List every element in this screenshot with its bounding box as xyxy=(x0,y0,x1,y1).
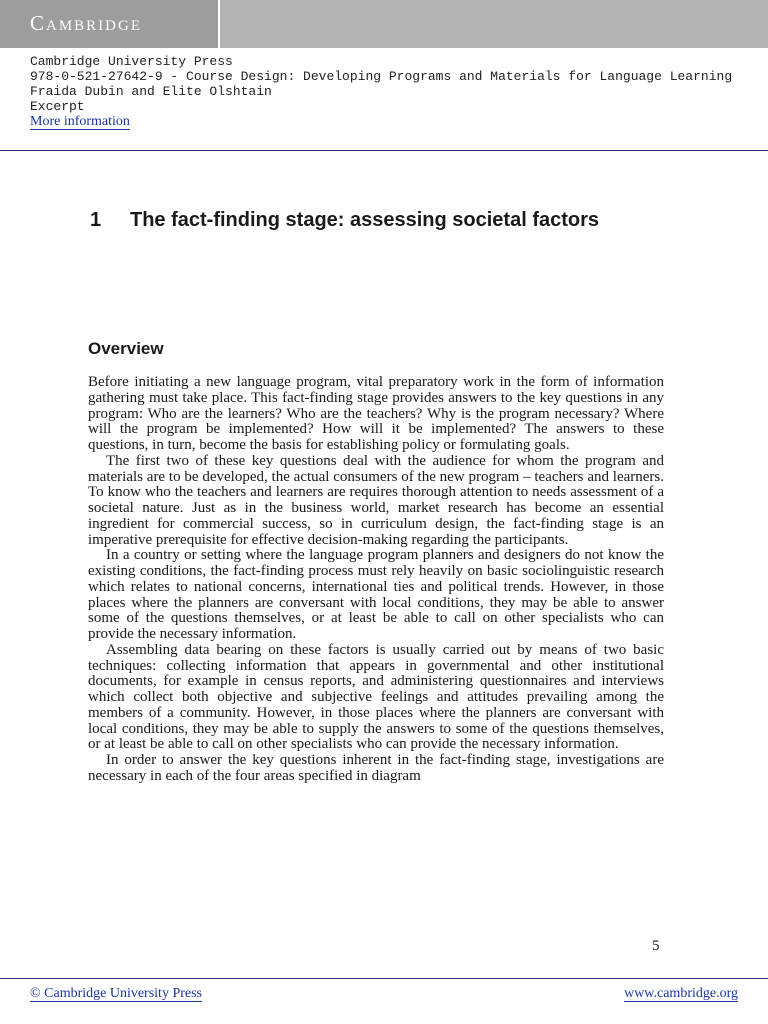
cambridge-logo: Cambridge xyxy=(0,0,220,48)
publisher-text: Cambridge University Press xyxy=(30,54,233,69)
book-metadata xyxy=(30,54,750,130)
page-number: 5 xyxy=(652,938,660,954)
excerpt-label: Excerpt xyxy=(30,99,85,114)
copyright-link[interactable]: © Cambridge University Press xyxy=(30,986,203,1001)
header-divider xyxy=(0,150,768,151)
footer-divider xyxy=(0,978,768,979)
authors-text: Fraida Dubin and Elite Olshtain xyxy=(30,84,272,99)
body-text xyxy=(88,375,664,785)
section-heading: Overview xyxy=(88,339,164,358)
paragraph: In a country or setting where the language program planners and designers do not know the existing conditions, the fact-finding process must rely heavily on basic sociolinguistic research which relates to national concerns, international ties and political trends. However, in those places where the planners are conversant with local conditions, they may be able to answer some of the questions themselves, or at least be able to call on other specialists who can provide the necessary information. xyxy=(88,547,664,642)
paragraph: Assembling data bearing on these factors is usually carried out by means of two basic techniques: collecting information that appears in governmental and other institutional documents, for example in census reports, and administering questionnaires and interviews which collect both objective and subjective feelings and attitudes prevailing among the members of a community. However, in those places where the planners are conversant with local conditions, they may be able to supply the answers to some of the questions themselves, or at least be able to call on other specialists who can provide the necessary information. xyxy=(88,641,664,753)
header-bar xyxy=(0,0,768,48)
chapter-heading xyxy=(90,209,650,232)
chapter-number: 1 xyxy=(90,209,102,231)
paragraph: In order to answer the key questions inherent in the fact-finding stage, investigations are necessary in each of the four areas specified in diagram xyxy=(88,752,664,784)
more-information-link[interactable]: More information xyxy=(30,114,130,129)
paragraph: Before initiating a new language program, vital preparatory work in the form of information gathering must take place. This fact-finding stage provides answers to the key questions in any program: Who are the learners? Who are the teachers? Why is the program necessary? Where will the program be implemented? How will it be implemented? The answers to these questions, in turn, become the basis for establishing policy or formulating goals. xyxy=(88,374,664,453)
chapter-title: The fact-finding stage: assessing societal factors xyxy=(130,209,600,231)
isbn-title-text: 978-0-521-27642-9 - Course Design: Developing Programs and Materials for Language Learning xyxy=(30,69,733,84)
cambridge-url-link[interactable]: www.cambridge.org xyxy=(624,986,738,1001)
paragraph: The first two of these key questions deal with the audience for whom the program and materials are to be developed, the actual consumers of the new program – teachers and learners. To know who the teachers and learners are requires thorough attention to needs assessment of a societal nature. Just as in the business world, market research has become an essential ingredient for commercial success, so in curriculum design, the fact-finding stage is an imperative prerequisite for effective decision-making regarding the participants. xyxy=(88,452,664,548)
